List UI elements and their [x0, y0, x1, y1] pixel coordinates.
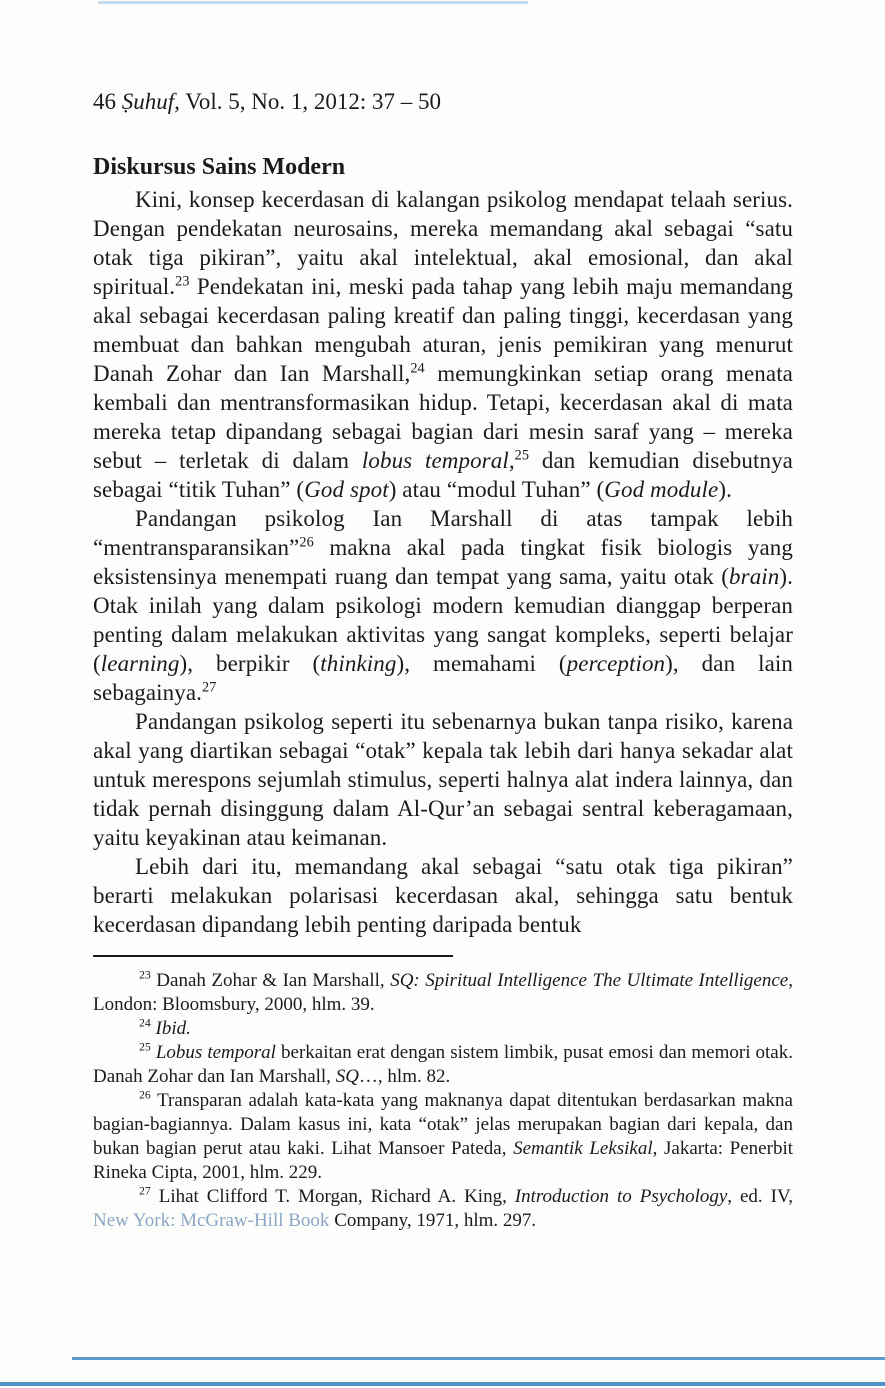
- footnote-separator: [93, 955, 453, 957]
- paragraph: Pandangan psikolog seperti itu sebenarnya bukan tanpa risiko, karena akal yang diartikan sebagai “otak” kepala tak lebih dari hanya sekadar alat untuk merespons sejumlah stimulus, seperti halnya alat indera lainnya, dan tidak pernah disinggung dalam Al-Qur’an sebagai sentral keberagamaan, yaitu keyakinan atau keimanan.: [93, 709, 793, 850]
- footnotes-block: [93, 969, 793, 1233]
- page-content: [93, 88, 793, 1233]
- footnote: $^{27}$ Lihat Clifford T. Morgan, Richard A. King, Introduction to Psychology, ed. IV, New York: McGraw-Hill Book Company, 1971, hlm. 297.: [93, 1184, 793, 1231]
- body-text: [93, 185, 793, 939]
- paragraph: Lebih dari itu, memandang akal sebagai “satu otak tiga pikiran” berarti melakukan polarisasi kecerdasan akal, sehingga satu bentuk kecerdasan dipandang lebih penting daripada bentuk: [93, 854, 793, 937]
- paragraph: Kini, konsep kecerdasan di kalangan psikolog mendapat telaah serius. Dengan pendekatan neurosains, mereka memandang akal sebagai “satu otak tiga pikiran”, yaitu akal intelektual, akal emosional, dan akal spiritual.$^{23}$ Pendekatan ini, meski pada tahap yang lebih maju memandang akal sebagai kecerdasan paling kreatif dan paling tinggi, kecerdasan yang membuat dan bahkan mengubah aturan, jenis pemikiran yang menurut Danah Zohar dan Ian Marshall,$^{24}$ memungkinkan setiap orang menata kembali dan mentransformasikan hidup. Tetapi, kecerdasan akal di mata mereka tetap dipandang sebagai bagian dari mesin saraf yang – mereka sebut – terletak di dalam lobus temporal,$^{25}$ dan kemudian disebutnya sebagai “titik Tuhan” (God spot) atau “modul Tuhan” (God module).: [93, 187, 793, 502]
- journal-header: 46 Ṣuhuf, Vol. 5, No. 1, 2012: 37 – 50: [93, 89, 442, 114]
- scan-artifact-line-bottom: [72, 1357, 885, 1360]
- scan-artifact-line-edge: [0, 1382, 885, 1386]
- footnote: $^{26}$ Transparan adalah kata-kata yang maknanya dapat ditentukan berdasarkan makna bagian-bagiannya. Dalam kasus ini, kata “otak” jelas merupakan bagian dari kepala, dan bukan bagian perut atau kaki. Lihat Mansoer Pateda, Semantik Leksikal, Jakarta: Penerbit Rineka Cipta, 2001, hlm. 229.: [93, 1088, 793, 1183]
- footnote: $^{25}$ Lobus temporal berkaitan erat dengan sistem limbik, pusat emosi dan memori otak. Danah Zohar dan Ian Marshall, SQ…, hlm. 82.: [93, 1040, 793, 1087]
- section-heading: Diskursus Sains Modern: [93, 154, 346, 180]
- footnote: $^{23}$ Danah Zohar & Ian Marshall, SQ: Spiritual Intelligence The Ultimate Intelligence, London: Bloomsbury, 2000, hlm. 39.: [93, 968, 793, 1015]
- paragraph: Pandangan psikolog Ian Marshall di atas tampak lebih “mentransparansikan”$^{26}$ makna akal pada tingkat fisik biologis yang eksistensinya menempati ruang dan tempat yang sama, yaitu otak (brain). Otak inilah yang dalam psikologi modern kemudian dianggap berperan penting dalam melakukan aktivitas yang sangat kompleks, seperti belajar (learning), berpikir (thinking), memahami (perception), dan lain sebagainya.$^{27}$: [93, 506, 793, 705]
- scan-artifact-line-top: [98, 1, 528, 4]
- footnote: $^{24}$ Ibid.: [139, 1016, 191, 1039]
